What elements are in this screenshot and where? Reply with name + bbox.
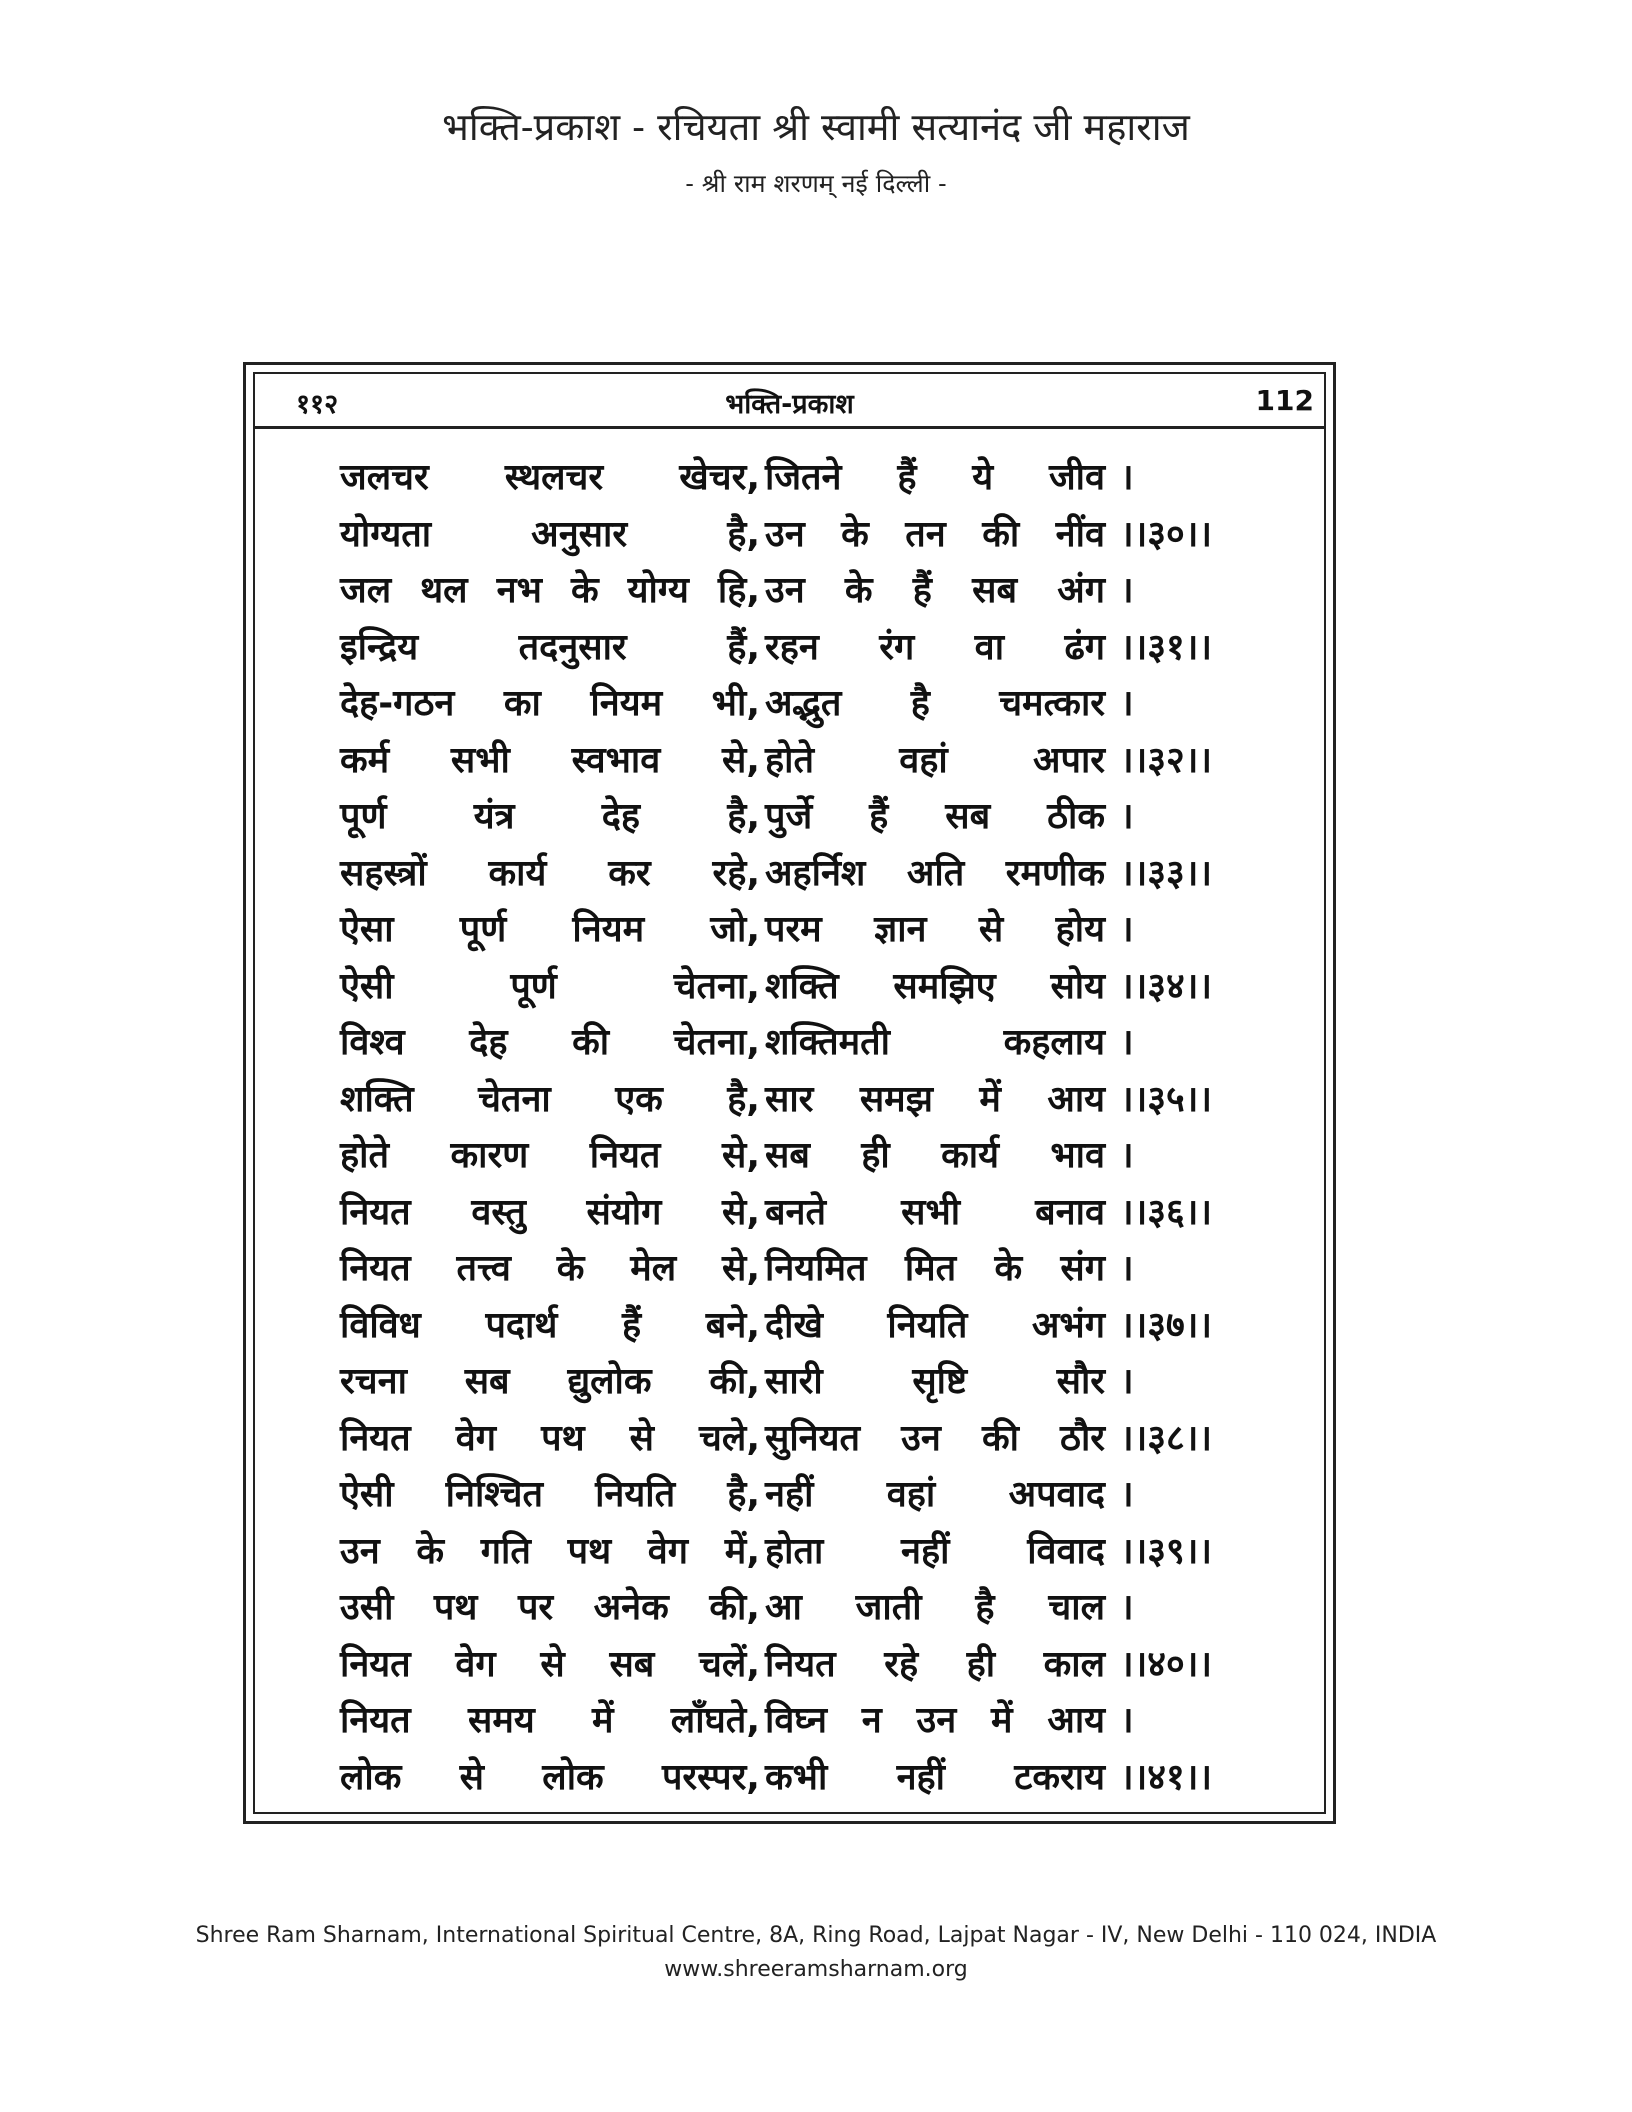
verse-first-half: नियत वस्तु संयोग से, [340, 1191, 760, 1233]
footer-website: www.shreeramsharnam.org [664, 1957, 968, 1982]
verse-first-half: विश्व देह की चेतना, [340, 1022, 760, 1063]
verse-line [340, 1524, 1290, 1581]
verse-first-half: नियत तत्त्व के मेल से, [340, 1248, 760, 1289]
verse-first-half: पूर्ण यंत्र देह है, [340, 796, 760, 837]
verse-second-half: उन के हैं सब अंग [765, 570, 1105, 611]
verse-line [340, 1241, 1290, 1298]
verse-second-half: आ जाती है चाल [765, 1587, 1105, 1628]
verse-first-half: विविध पदार्थ हैं बने, [340, 1304, 760, 1346]
verse-line [340, 846, 1290, 903]
verse-first-half: नियत वेग से सब चलें, [340, 1643, 760, 1685]
verse-second-half: रहन रंग वा ढंग [765, 626, 1105, 668]
verse-second-half: कभी नहीं टकराय [765, 1756, 1105, 1798]
verse-number: । [1120, 1587, 1134, 1628]
verse-second-half: विघ्न न उन में आय [765, 1700, 1105, 1741]
header-divider [253, 426, 1326, 429]
verse-number: ।।३१।। [1120, 626, 1213, 668]
verse-line [340, 789, 1290, 846]
running-head: भक्ति-प्रकाश [725, 389, 854, 420]
verse-number: ।।३९।। [1120, 1530, 1213, 1572]
verse-number: । [1120, 570, 1134, 611]
verse-second-half: पुर्जे हैं सब ठीक [765, 796, 1105, 837]
verse-second-half: अद्भुत है चमत्कार [765, 683, 1105, 724]
verse-second-half: परम ज्ञान से होय [765, 909, 1105, 950]
verse-line [340, 1580, 1290, 1637]
verse-line [340, 733, 1290, 790]
verse-number: । [1120, 1248, 1134, 1289]
verse-second-half: अहर्निश अति रमणीक [765, 852, 1105, 894]
verse-line [340, 1128, 1290, 1185]
verse-second-half: होता नहीं विवाद [765, 1530, 1105, 1572]
verse-second-half: दीखे नियति अभंग [765, 1304, 1105, 1346]
verse-line [340, 1185, 1290, 1242]
verse-line [340, 1411, 1290, 1468]
verse-line [340, 1750, 1290, 1807]
verse-number: ।।३८।। [1120, 1417, 1213, 1459]
verse-line [340, 1072, 1290, 1129]
verse-number: । [1120, 1135, 1134, 1176]
verse-number: ।।३७।। [1120, 1304, 1213, 1346]
document-subtitle: - श्री राम शरणम् नई दिल्ली - [685, 169, 947, 198]
verse-number: । [1120, 457, 1134, 498]
verse-first-half: जल थल नभ के योग्य हि, [340, 570, 760, 611]
verse-line [340, 450, 1290, 507]
verse-first-half: सहस्त्रों कार्य कर रहे, [340, 852, 760, 894]
verse-second-half: उन के तन की नींव [765, 513, 1105, 555]
verse-first-half: रचना सब द्युलोक की, [340, 1361, 760, 1402]
verse-first-half: नियत वेग पथ से चले, [340, 1417, 760, 1459]
verse-second-half: सब ही कार्य भाव [765, 1135, 1105, 1176]
verse-number: ।।४०।। [1120, 1643, 1213, 1685]
verse-first-half: देह-गठन का नियम भी, [340, 683, 760, 724]
verse-first-half: योग्यता अनुसार है, [340, 513, 760, 555]
verse-first-half: ऐसी निश्चित नियति है, [340, 1474, 760, 1515]
verse-first-half: ऐसा पूर्ण नियम जो, [340, 909, 760, 950]
verse-second-half: सार समझ में आय [765, 1078, 1105, 1120]
verse-number: ।।४१।। [1120, 1756, 1213, 1798]
verse-first-half: कर्म सभी स्वभाव से, [340, 739, 760, 781]
verse-number: ।।३५।। [1120, 1078, 1213, 1120]
verse-first-half: उन के गति पथ वेग में, [340, 1530, 760, 1572]
verse-second-half: नियत रहे ही काल [765, 1643, 1105, 1685]
verse-first-half: उसी पथ पर अनेक की, [340, 1587, 760, 1628]
footer-address: Shree Ram Sharnam, International Spiritual Centre, 8A, Ring Road, Lajpat Nagar - IV, New Delhi - 110 024, INDIA [195, 1923, 1437, 1948]
verse-line [340, 1693, 1290, 1750]
verse-first-half: ऐसी पूर्ण चेतना, [340, 965, 760, 1007]
verse-second-half: सारी सृष्टि सौर [765, 1361, 1105, 1402]
verse-first-half: जलचर स्थलचर खेचर, [340, 457, 760, 498]
verse-first-half: नियत समय में लाँघते, [340, 1700, 760, 1741]
verse-line [340, 563, 1290, 620]
verse-list [340, 450, 1290, 1806]
verse-first-half: लोक से लोक परस्पर, [340, 1756, 760, 1798]
verse-number: ।।३०।। [1120, 513, 1213, 555]
verse-number: ।।३६।। [1120, 1191, 1213, 1233]
verse-line [340, 959, 1290, 1016]
verse-line [340, 1354, 1290, 1411]
verse-number: । [1120, 909, 1134, 950]
verse-first-half: होते कारण नियत से, [340, 1135, 760, 1176]
document-title: भक्ति-प्रकाश - रचियता श्री स्वामी सत्यानंद जी महाराज [442, 105, 1190, 149]
page-number-arabic: 112 [1255, 384, 1314, 417]
verse-number: । [1120, 683, 1134, 724]
verse-line [340, 1015, 1290, 1072]
verse-second-half: नहीं वहां अपवाद [765, 1474, 1105, 1515]
verse-number: ।।३४।। [1120, 965, 1213, 1007]
verse-number: । [1120, 1700, 1134, 1741]
verse-line [340, 1298, 1290, 1355]
verse-number: । [1120, 796, 1134, 837]
verse-second-half: होते वहां अपार [765, 739, 1105, 781]
verse-line [340, 1637, 1290, 1694]
verse-second-half: जितने हैं ये जीव [765, 457, 1105, 498]
verse-second-half: शक्ति समझिए सोय [765, 965, 1105, 1007]
verse-number: ।।३३।। [1120, 852, 1213, 894]
verse-second-half: सुनियत उन की ठौर [765, 1417, 1105, 1459]
verse-number: । [1120, 1474, 1134, 1515]
verse-number: ।।३२।। [1120, 739, 1213, 781]
verse-first-half: इन्द्रिय तदनुसार हैं, [340, 626, 760, 668]
page-number-devanagari: ११२ [296, 389, 339, 420]
verse-line [340, 902, 1290, 959]
verse-second-half: शक्तिमती कहलाय [765, 1022, 1105, 1063]
verse-second-half: नियमित मित के संग [765, 1248, 1105, 1289]
verse-line [340, 620, 1290, 677]
verse-number: । [1120, 1022, 1134, 1063]
verse-second-half: बनते सभी बनाव [765, 1191, 1105, 1233]
verse-number: । [1120, 1361, 1134, 1402]
verse-line [340, 507, 1290, 564]
verse-first-half: शक्ति चेतना एक है, [340, 1078, 760, 1120]
verse-line [340, 676, 1290, 733]
verse-line [340, 1467, 1290, 1524]
